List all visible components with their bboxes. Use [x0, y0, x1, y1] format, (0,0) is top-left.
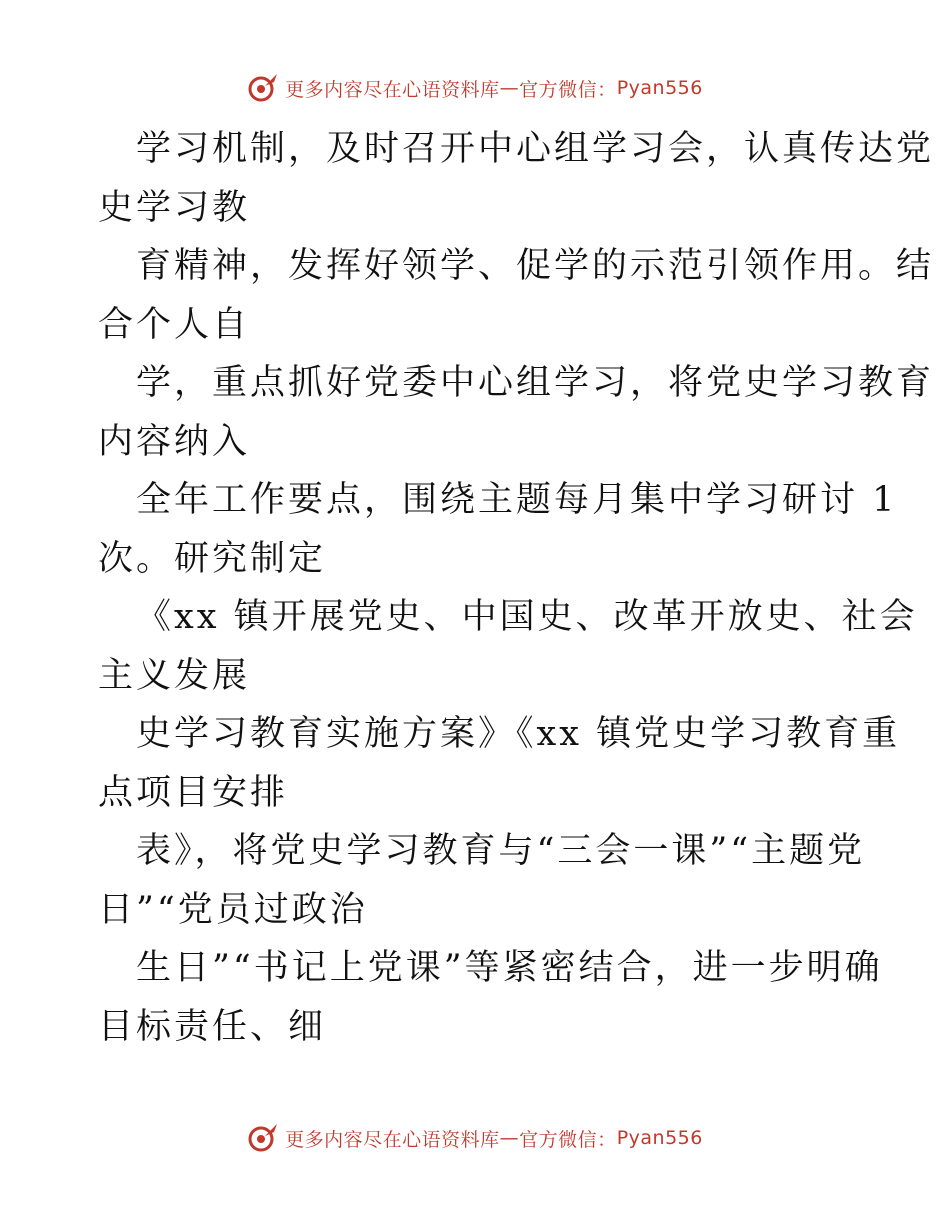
- body-text-line: 日”“党员过政治: [98, 889, 368, 930]
- body-text-line: 内容纳入: [98, 421, 251, 462]
- body-text-line: 生日”“书记上党课”等紧密结合，进一步明确: [136, 948, 883, 988]
- watermark-handle: Pyan556: [616, 77, 703, 99]
- body-text-line: 学，重点抓好党委中心组学习，将党史学习教育: [136, 363, 935, 403]
- document-body: [98, 120, 935, 1056]
- body-text-line: 育精神，发挥好领学、促学的示范引领作用。结: [136, 246, 935, 286]
- body-text-line: 史学习教: [98, 187, 251, 228]
- body-text-line: 主义发展: [98, 655, 251, 696]
- body-text-line: 学习机制，及时召开中心组学习会，认真传达党: [136, 129, 935, 169]
- body-text-line: 史学习教育实施方案》《xx 镇党史学习教育重: [136, 714, 901, 754]
- body-text-line: 点项目安排: [98, 772, 289, 813]
- body-text-line: 表》，将党史学习教育与“三会一课”“主题党: [136, 831, 866, 871]
- watermark-separator: —: [499, 1127, 520, 1149]
- watermark-text: 更多内容尽在心语资料库: [285, 1128, 500, 1151]
- body-text-line: 《xx 镇开展党史、中国史、改革开放史、社会: [136, 597, 918, 637]
- header-watermark: [0, 72, 950, 104]
- quill-seal-icon: [247, 72, 279, 104]
- body-text-line: 目标责任、细: [98, 1006, 327, 1047]
- quill-seal-icon: [247, 1122, 279, 1154]
- watermark-handle: Pyan556: [616, 1127, 703, 1149]
- body-text-line: 次。研究制定: [98, 538, 327, 579]
- watermark-contact-label: 官方微信：: [519, 78, 617, 101]
- body-text-line: 合个人自: [98, 304, 251, 345]
- footer-watermark: [0, 1122, 950, 1154]
- body-text-line: 全年工作要点，围绕主题每月集中学习研讨 1: [136, 480, 898, 520]
- watermark-text: 更多内容尽在心语资料库: [285, 78, 500, 101]
- watermark-contact-label: 官方微信：: [519, 1128, 617, 1151]
- watermark-separator: —: [499, 77, 520, 99]
